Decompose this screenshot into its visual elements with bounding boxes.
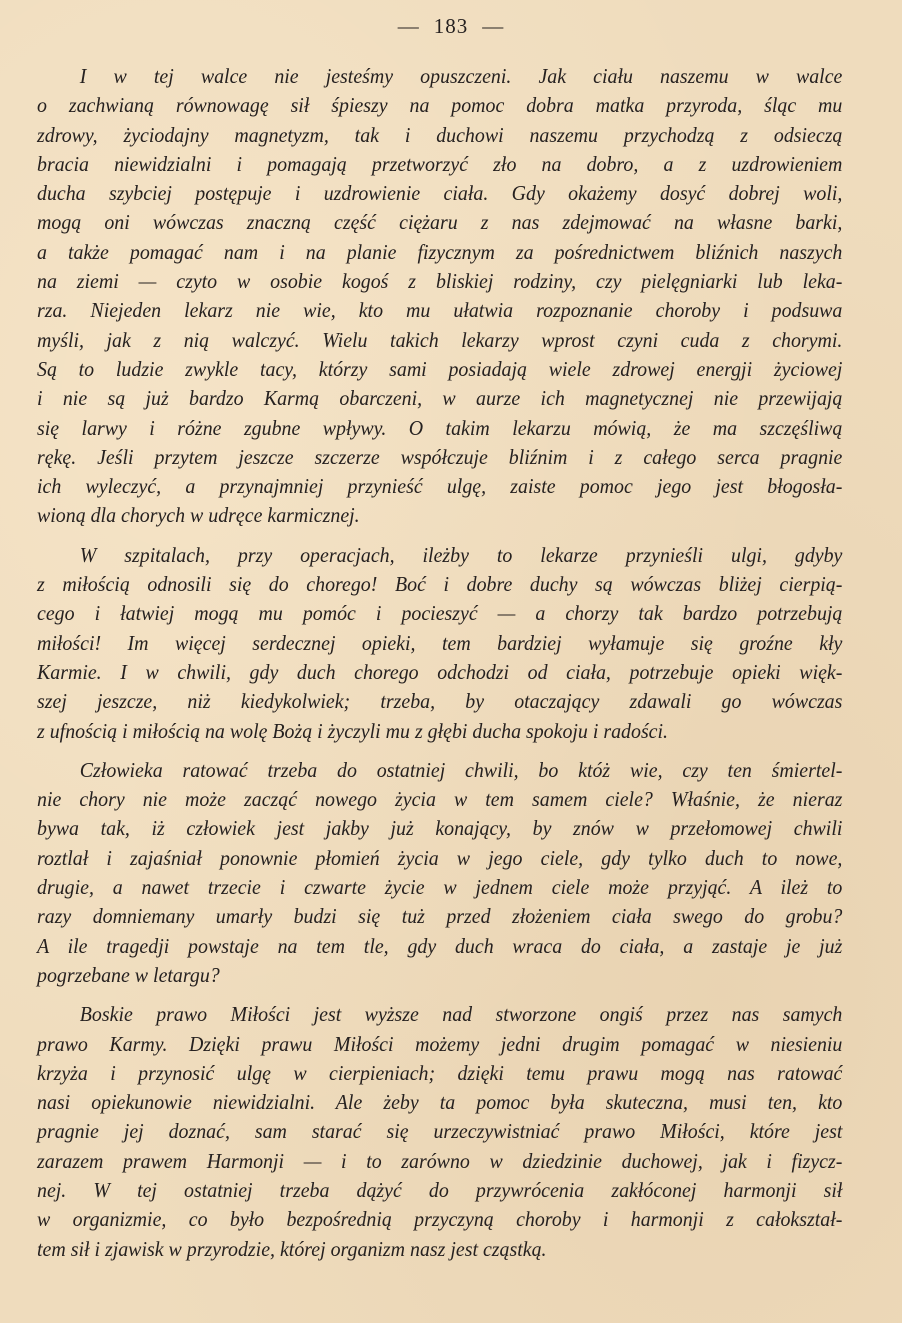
text-line: ducha szybciej postępuje i uzdrowienie ciała. Gdy okażemy dosyć dobrej woli, [37, 181, 843, 206]
text-line: zarazem prawem Harmonji — i to zarówno w dziedzinie duchowej, jak i fizycz- [37, 1148, 843, 1173]
text-line: się larwy i różne zgubne wpływy. O takim lekarzu mówią, że ma szczęśliwą [37, 415, 843, 440]
paragraph [37, 756, 842, 990]
text-line: a także pomagać nam i na planie fizycznym za pośrednictwem bliźnich naszych [37, 239, 843, 264]
text-line: ich wyleczyć, a przynajmniej przynieść ulgę, zaiste pomoc jego jest błogosła- [37, 474, 843, 499]
text-line: razy domniemany umarły budzi się tuż przed złożeniem ciała swego do grobu? [37, 904, 843, 929]
text-line: roztlał i zajaśniał ponownie płomień życia w jego ciele, gdy tylko duch to nowe, [37, 845, 843, 870]
text-line: pogrzebane w letargu? [37, 962, 220, 987]
text-line: bracia niewidzialni i pomagają przetworzyć zło na dobro, a z uzdrowieniem [37, 151, 843, 176]
header-dash-right: — [482, 14, 505, 38]
text-line: Człowieka ratować trzeba do ostatniej chwili, bo któż wie, czy ten śmiertel- [79, 757, 843, 782]
body-text [37, 62, 842, 1274]
text-line: Boskie prawo Miłości jest wyższe nad stworzone ongiś przez nas samych [79, 1002, 843, 1027]
text-line: i nie są już bardzo Karmą obarczeni, w aurze ich magnetycznej nie przewijają [37, 386, 843, 411]
text-line: Są to ludzie zwykle tacy, którzy sami posiadają wiele zdrowej energji życiowej [37, 356, 843, 381]
header-dash-left: — [397, 14, 420, 38]
text-line: bywa tak, iż człowiek jest jakby już konający, by znów w przełomowej chwili [37, 816, 843, 841]
text-line: z ufnością i miłością na wolę Bożą i życzyli mu z głębi ducha spokoju i radości. [37, 718, 669, 743]
text-line: pragnie jej doznać, sam starać się urzeczywistniać prawo Miłości, które jest [37, 1119, 843, 1144]
text-line: rza. Niejeden lekarz nie wie, kto mu ułatwia rozpoznanie choroby i podsuwa [37, 298, 843, 323]
text-line: o zachwianą równowagę sił śpieszy na pomoc dobra matka przyroda, śląc mu [37, 93, 843, 118]
text-line: myśli, jak z nią walczyć. Wielu takich lekarzy wprost czyni cuda z chorymi. [37, 327, 843, 352]
text-line: Karmie. I w chwili, gdy duch chorego odchodzi od ciała, potrzebuje opieki więk- [37, 659, 843, 684]
text-line: z miłością odnosili się do chorego! Boć i dobre duchy są wówczas bliżej cierpią- [37, 572, 843, 597]
paragraph [37, 541, 842, 746]
text-line: A ile tragedji powstaje na tem tle, gdy duch wraca do ciała, a zastaje je już [37, 933, 843, 958]
text-line: krzyża i przynosić ulgę w cierpieniach; dzięki temu prawu mogą nas ratować [37, 1060, 843, 1085]
text-line: nasi opiekunowie niewidzialni. Ale żeby ta pomoc była skuteczna, musi ten, kto [37, 1090, 843, 1115]
text-line: rękę. Jeśli przytem jeszcze szczerze współczuje bliźnim i z całego serca pragnie [37, 444, 843, 469]
text-line: tem sił i zjawisk w przyrodzie, której organizm nasz jest cząstką. [37, 1236, 547, 1261]
paragraph [37, 1000, 842, 1264]
page-number: 183 [433, 14, 469, 38]
text-line: na ziemi — czyto w osobie kogoś z bliskiej rodziny, czy pielęgniarki lub leka- [37, 269, 843, 294]
text-line: I w tej walce nie jesteśmy opuszczeni. Jak ciału naszemu w walce [79, 64, 843, 88]
paragraph [37, 62, 842, 531]
text-line: mogą oni wówczas znaczną część ciężaru z nas zdejmować na własne barki, [37, 210, 843, 235]
text-line: nie chory nie może zacząć nowego życia w tem samem ciele? Właśnie, że nieraz [37, 787, 843, 812]
text-line: miłości! Im więcej serdecznej opieki, tem bardziej wyłamuje się groźne kły [37, 630, 843, 655]
text-line: zdrowy, życiodajny magnetyzm, tak i duchowi naszemu przychodzą z odsieczą [37, 122, 843, 147]
text-line: wioną dla chorych w udręce karmicznej. [37, 503, 360, 528]
page-number-header [0, 14, 902, 39]
text-line: prawo Karmy. Dzięki prawu Miłości możemy jedni drugim pomagać w niesieniu [37, 1031, 843, 1056]
text-line: szej jeszcze, niż kiedykolwiek; trzeba, by otaczający zdawali go wówczas [37, 689, 843, 714]
text-line: w organizmie, co było bezpośrednią przyczyną choroby i harmonji z całokształ- [37, 1207, 843, 1232]
text-line: cego i łatwiej mogą mu pomóc i pocieszyć — a chorzy tak bardzo potrzebują [37, 601, 843, 626]
text-line: W szpitalach, przy operacjach, ileżby to lekarze przynieśli ulgi, gdyby [79, 542, 843, 567]
text-line: drugie, a nawet trzecie i czwarte życie w jednem ciele może przyjąć. A ileż to [37, 875, 843, 900]
text-line: nej. W tej ostatniej trzeba dążyć do przywrócenia zakłóconej harmonji sił [37, 1177, 843, 1202]
